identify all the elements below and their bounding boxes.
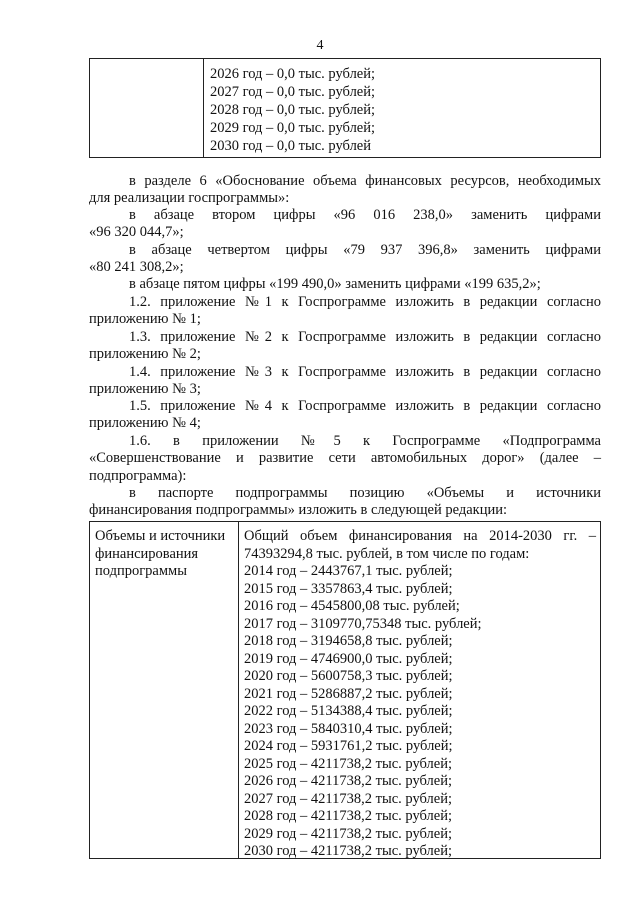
table-divider bbox=[203, 59, 204, 157]
year-row: 2016 год – 4545800,08 тыс. рублей; bbox=[244, 598, 460, 614]
clause-1-5: 1.5. приложение №4 к Госпрограмме изложить в редакции согласно приложению № 4; bbox=[89, 398, 601, 432]
year-row: 2017 год – 3109770,75348 тыс. рублей; bbox=[244, 615, 482, 632]
year-row: 2030 год – 4211738,2 тыс. рублей; bbox=[244, 843, 452, 859]
year-row: 2023 год – 5840310,4 тыс. рублей; bbox=[244, 720, 453, 737]
year-row: 2030 год – 0,0 тыс. рублей bbox=[210, 138, 372, 154]
year-row: 2029 год – 4211738,2 тыс. рублей; bbox=[244, 825, 452, 842]
year-row: 2018 год – 3194658,8 тыс. рублей; bbox=[244, 633, 453, 649]
clause-1-4: 1.4. приложение №3 к Госпрограмме изложить в редакции согласно приложению № 3; bbox=[89, 364, 601, 398]
paragraph-four-amendment: в абзаце четвертом цифры «79 937 396,8» заменить цифрами «80 241 308,2»; bbox=[89, 242, 601, 276]
passport-paragraph: в паспорте подпрограммы позицию «Объемы и источники финансирования подпрограммы» изложить в следующей редакции: bbox=[89, 485, 601, 519]
subprogram-funding-table bbox=[89, 521, 601, 859]
year-row: 2020 год – 5600758,3 тыс. рублей; bbox=[244, 668, 453, 684]
year-row: 2021 год – 5286887,2 тыс. рублей; bbox=[244, 685, 453, 702]
year-row: 2024 год – 5931761,2 тыс. рублей; bbox=[244, 738, 453, 754]
year-row: 2019 год – 4746900,0 тыс. рублей; bbox=[244, 650, 453, 667]
paragraph-five-amendment: в абзаце пятом цифры «199 490,0» заменить цифрами «199 635,2»; bbox=[129, 276, 541, 292]
funding-intro: 74393294,8 тыс. рублей, в том числе по годам: bbox=[244, 545, 530, 562]
funding-table-continuation bbox=[89, 58, 601, 158]
clause-1-6: 1.6. в приложении №5 к Госпрограмме «Подпрограмма «Совершенствование и развитие сети автомобильных дорог» (далее – подпрограмма): bbox=[89, 433, 601, 484]
year-row: 2026 год – 4211738,2 тыс. рублей; bbox=[244, 773, 452, 789]
section6-paragraph: в разделе 6 «Обоснование объема финансовых ресурсов, необходимых для реализации госпрограммы»: bbox=[89, 173, 601, 207]
table-right-cell bbox=[210, 65, 375, 155]
page-number: 4 bbox=[316, 38, 324, 53]
year-row: 2028 год – 4211738,2 тыс. рублей; bbox=[244, 808, 452, 824]
year-row: 2026 год – 0,0 тыс. рублей; bbox=[210, 66, 376, 82]
paragraph-two-amendment: в абзаце втором цифры «96 016 238,0» заменить цифрами «96 320 044,7»; bbox=[89, 207, 601, 241]
year-row: 2015 год – 3357863,4 тыс. рублей; bbox=[244, 580, 453, 597]
year-row: 2027 год – 4211738,2 тыс. рублей; bbox=[244, 790, 452, 807]
year-row: 2014 год – 2443767,1 тыс. рублей; bbox=[244, 563, 453, 579]
clause-1-3: 1.3. приложение №2 к Госпрограмме изложить в редакции согласно приложению № 2; bbox=[89, 329, 601, 363]
funding-intro: Общий объем финансирования на 2014-2030 гг. – bbox=[244, 528, 596, 544]
table-right-cell bbox=[244, 528, 596, 861]
table-left-cell: Объемы и источники финансирования подпрограммы bbox=[95, 528, 226, 579]
year-row: 2028 год – 0,0 тыс. рублей; bbox=[210, 102, 376, 118]
year-row: 2022 год – 5134388,4 тыс. рублей; bbox=[244, 703, 453, 719]
clause-1-2: 1.2. приложение №1 к Госпрограмме изложить в редакции согласно приложению № 1; bbox=[89, 294, 601, 328]
year-row: 2027 год – 0,0 тыс. рублей; bbox=[210, 84, 376, 100]
table-divider bbox=[238, 522, 239, 858]
year-row: 2025 год – 4211738,2 тыс. рублей; bbox=[244, 755, 452, 772]
year-row: 2029 год – 0,0 тыс. рублей; bbox=[210, 120, 376, 136]
